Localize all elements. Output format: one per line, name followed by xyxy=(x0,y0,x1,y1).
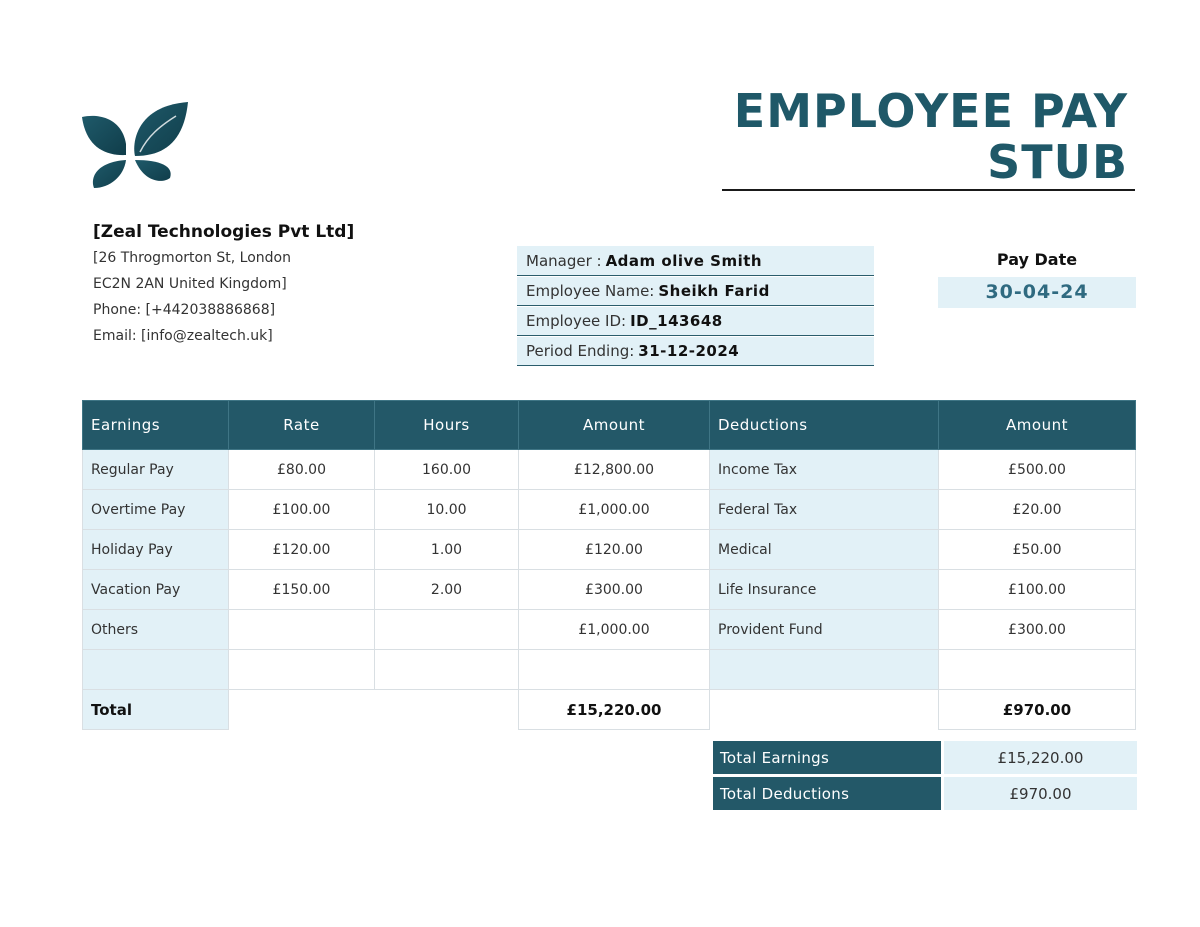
hours-cell xyxy=(375,610,519,650)
employee-id-value: ID_143648 xyxy=(630,312,723,330)
table-header-row xyxy=(83,401,1136,450)
rate-cell: £120.00 xyxy=(229,530,375,570)
manager-row xyxy=(517,246,874,276)
rate-cell: £150.00 xyxy=(229,570,375,610)
page-title: EMPLOYEE PAY STUB xyxy=(733,84,1128,189)
header-deduction-amount: Amount xyxy=(939,401,1136,450)
amount-cell xyxy=(519,650,710,690)
table-row xyxy=(83,650,1136,690)
period-ending-value: 31-12-2024 xyxy=(638,342,740,360)
hours-cell xyxy=(375,650,519,690)
pay-date-value: 30-04-24 xyxy=(938,277,1136,308)
company-name: [Zeal Technologies Pvt Ltd] xyxy=(93,222,355,242)
summary-earnings-label: Total Earnings xyxy=(713,741,941,774)
table-row xyxy=(83,450,1136,490)
deduction-label: Income Tax xyxy=(710,450,939,490)
summary-earnings-value: £15,220.00 xyxy=(944,741,1137,774)
manager-label: Manager : xyxy=(526,251,602,270)
deduction-amount-cell: £300.00 xyxy=(939,610,1136,650)
header-deductions: Deductions xyxy=(710,401,939,450)
earning-label: Vacation Pay xyxy=(83,570,229,610)
deduction-amount-cell: £50.00 xyxy=(939,530,1136,570)
period-ending-row xyxy=(517,336,874,366)
total-spacer xyxy=(229,690,519,730)
rate-cell: £80.00 xyxy=(229,450,375,490)
total-deductions-cell: £970.00 xyxy=(939,690,1136,730)
earning-label: Overtime Pay xyxy=(83,490,229,530)
table-row xyxy=(83,490,1136,530)
earning-label xyxy=(83,650,229,690)
company-email: Email: [info@zealtech.uk] xyxy=(93,328,273,344)
total-earnings-cell: £15,220.00 xyxy=(519,690,710,730)
amount-cell: £12,800.00 xyxy=(519,450,710,490)
pay-date-label: Pay Date xyxy=(996,250,1078,269)
earning-label: Holiday Pay xyxy=(83,530,229,570)
employee-id-row xyxy=(517,306,874,336)
rate-cell xyxy=(229,610,375,650)
rate-cell: £100.00 xyxy=(229,490,375,530)
employee-info xyxy=(517,246,874,366)
deduction-label: Medical xyxy=(710,530,939,570)
period-ending-label: Period Ending: xyxy=(526,342,635,360)
header-hours: Hours xyxy=(375,401,519,450)
earning-label: Regular Pay xyxy=(83,450,229,490)
deduction-amount-cell xyxy=(939,650,1136,690)
earnings-deductions-table xyxy=(82,400,1136,730)
amount-cell: £120.00 xyxy=(519,530,710,570)
amount-cell: £1,000.00 xyxy=(519,610,710,650)
total-label: Total xyxy=(83,690,229,730)
header-rate: Rate xyxy=(229,401,375,450)
header-earnings: Earnings xyxy=(83,401,229,450)
title-underline xyxy=(722,189,1135,191)
amount-cell: £300.00 xyxy=(519,570,710,610)
table-row xyxy=(83,530,1136,570)
amount-cell: £1,000.00 xyxy=(519,490,710,530)
summary-table xyxy=(710,738,1140,813)
employee-name-value: Sheikh Farid xyxy=(658,282,770,300)
total-spacer-right xyxy=(710,690,939,730)
deduction-amount-cell: £500.00 xyxy=(939,450,1136,490)
summary-earnings-row xyxy=(713,741,1137,774)
employee-name-row xyxy=(517,276,874,306)
company-address-line-1: [26 Throgmorton St, London xyxy=(93,250,291,266)
hours-cell: 2.00 xyxy=(375,570,519,610)
earning-label: Others xyxy=(83,610,229,650)
header-amount: Amount xyxy=(519,401,710,450)
summary-deductions-row xyxy=(713,777,1137,810)
company-address-line-2: EC2N 2AN United Kingdom] xyxy=(93,276,287,292)
table-row xyxy=(83,610,1136,650)
total-row xyxy=(83,690,1136,730)
hours-cell: 10.00 xyxy=(375,490,519,530)
rate-cell xyxy=(229,650,375,690)
summary-deductions-label: Total Deductions xyxy=(713,777,941,810)
deduction-amount-cell: £20.00 xyxy=(939,490,1136,530)
manager-value: Adam olive Smith xyxy=(605,251,763,270)
deduction-amount-cell: £100.00 xyxy=(939,570,1136,610)
company-logo xyxy=(80,100,190,190)
hours-cell: 1.00 xyxy=(375,530,519,570)
deduction-label xyxy=(710,650,939,690)
hours-cell: 160.00 xyxy=(375,450,519,490)
company-info xyxy=(93,220,383,349)
employee-id-label: Employee ID: xyxy=(526,312,627,330)
summary-deductions-value: £970.00 xyxy=(944,777,1137,810)
deduction-label: Provident Fund xyxy=(710,610,939,650)
employee-name-label: Employee Name: xyxy=(526,282,655,300)
deduction-label: Life Insurance xyxy=(710,570,939,610)
company-phone: Phone: [+442038886868] xyxy=(93,302,276,318)
table-row xyxy=(83,570,1136,610)
deduction-label: Federal Tax xyxy=(710,490,939,530)
